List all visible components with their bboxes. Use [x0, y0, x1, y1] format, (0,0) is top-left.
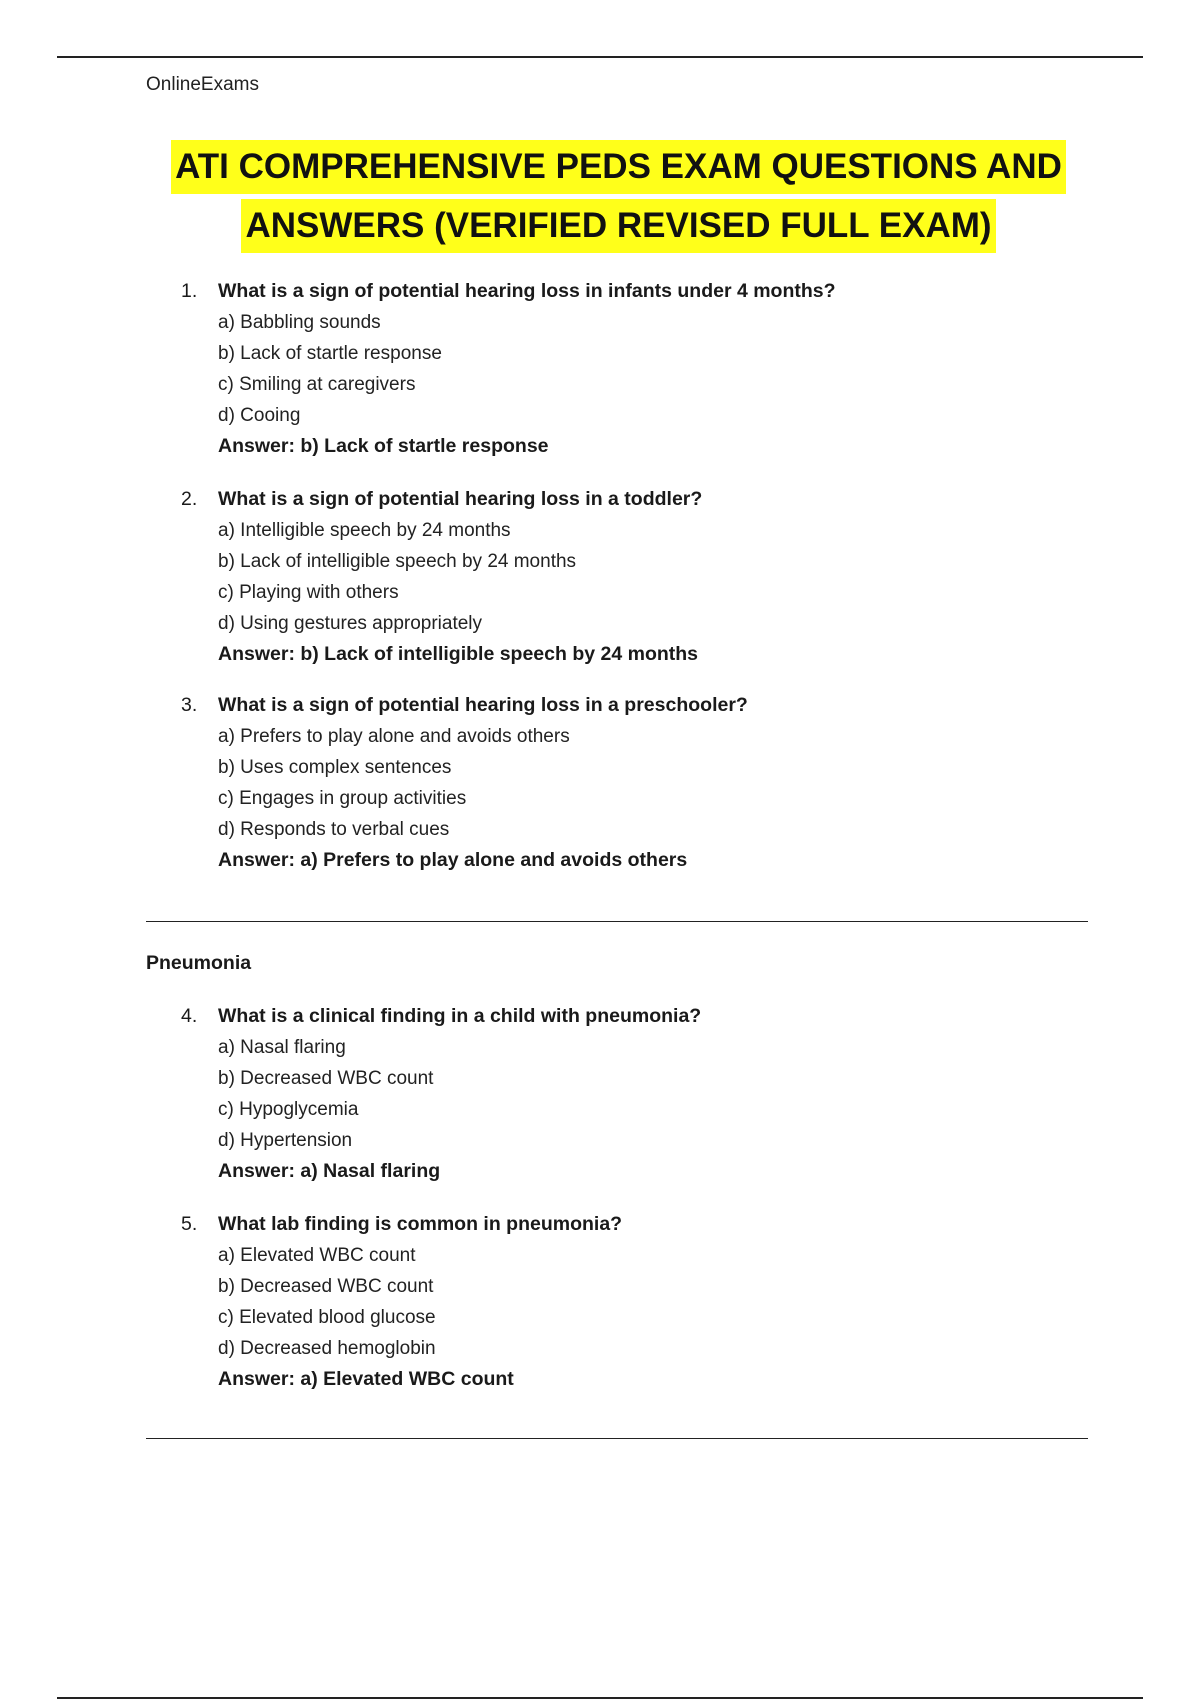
answer: Answer: a) Nasal flaring — [218, 1160, 441, 1182]
question-number: 4. — [181, 1005, 198, 1027]
section-heading-pneumonia: Pneumonia — [146, 952, 252, 974]
question-2 — [181, 484, 1081, 670]
question-text: What is a sign of potential hearing loss in a preschooler? — [218, 694, 748, 716]
question-3 — [181, 690, 1081, 876]
question-text: What is a clinical finding in a child with pneumonia? — [218, 1005, 702, 1027]
option-c: c) Elevated blood glucose — [218, 1307, 436, 1328]
question-number: 5. — [181, 1213, 198, 1235]
option-a: a) Babbling sounds — [218, 312, 381, 333]
answer: Answer: a) Elevated WBC count — [218, 1368, 514, 1390]
question-number: 2. — [181, 488, 198, 510]
answer: Answer: a) Prefers to play alone and avoids others — [218, 849, 688, 871]
option-a: a) Prefers to play alone and avoids others — [218, 726, 570, 747]
option-d: d) Responds to verbal cues — [218, 819, 450, 840]
answer: Answer: b) Lack of intelligible speech by 24 months — [218, 643, 699, 665]
question-text: What lab finding is common in pneumonia? — [218, 1213, 623, 1235]
option-a: a) Elevated WBC count — [218, 1245, 416, 1266]
section-divider — [146, 1438, 1088, 1439]
question-4 — [181, 1001, 1081, 1187]
title-line-2: ANSWERS (VERIFIED REVISED FULL EXAM) — [241, 199, 995, 253]
answer: Answer: b) Lack of startle response — [218, 435, 549, 457]
document-title — [0, 140, 1200, 258]
question-1 — [181, 276, 1081, 462]
section-divider — [146, 921, 1088, 922]
question-text: What is a sign of potential hearing loss in a toddler? — [218, 488, 703, 510]
option-d: d) Decreased hemoglobin — [218, 1338, 436, 1359]
option-c: c) Playing with others — [218, 582, 399, 603]
header-label: OnlineExams — [146, 74, 259, 95]
top-divider — [57, 56, 1143, 58]
option-d: d) Cooing — [218, 405, 301, 426]
option-b: b) Lack of startle response — [218, 343, 442, 364]
option-b: b) Decreased WBC count — [218, 1276, 434, 1297]
option-a: a) Nasal flaring — [218, 1037, 346, 1058]
option-c: c) Engages in group activities — [218, 788, 467, 809]
bottom-divider — [57, 1697, 1143, 1699]
question-5 — [181, 1209, 1081, 1395]
option-b: b) Uses complex sentences — [218, 757, 452, 778]
option-d: d) Using gestures appropriately — [218, 613, 483, 634]
option-c: c) Hypoglycemia — [218, 1099, 359, 1120]
question-number: 3. — [181, 694, 198, 716]
question-text: What is a sign of potential hearing loss in infants under 4 months? — [218, 280, 836, 302]
option-b: b) Decreased WBC count — [218, 1068, 434, 1089]
option-d: d) Hypertension — [218, 1130, 353, 1151]
title-line-1: ATI COMPREHENSIVE PEDS EXAM QUESTIONS AND — [171, 140, 1066, 194]
question-number: 1. — [181, 280, 198, 302]
option-a: a) Intelligible speech by 24 months — [218, 520, 511, 541]
option-b: b) Lack of intelligible speech by 24 months — [218, 551, 577, 572]
option-c: c) Smiling at caregivers — [218, 374, 416, 395]
